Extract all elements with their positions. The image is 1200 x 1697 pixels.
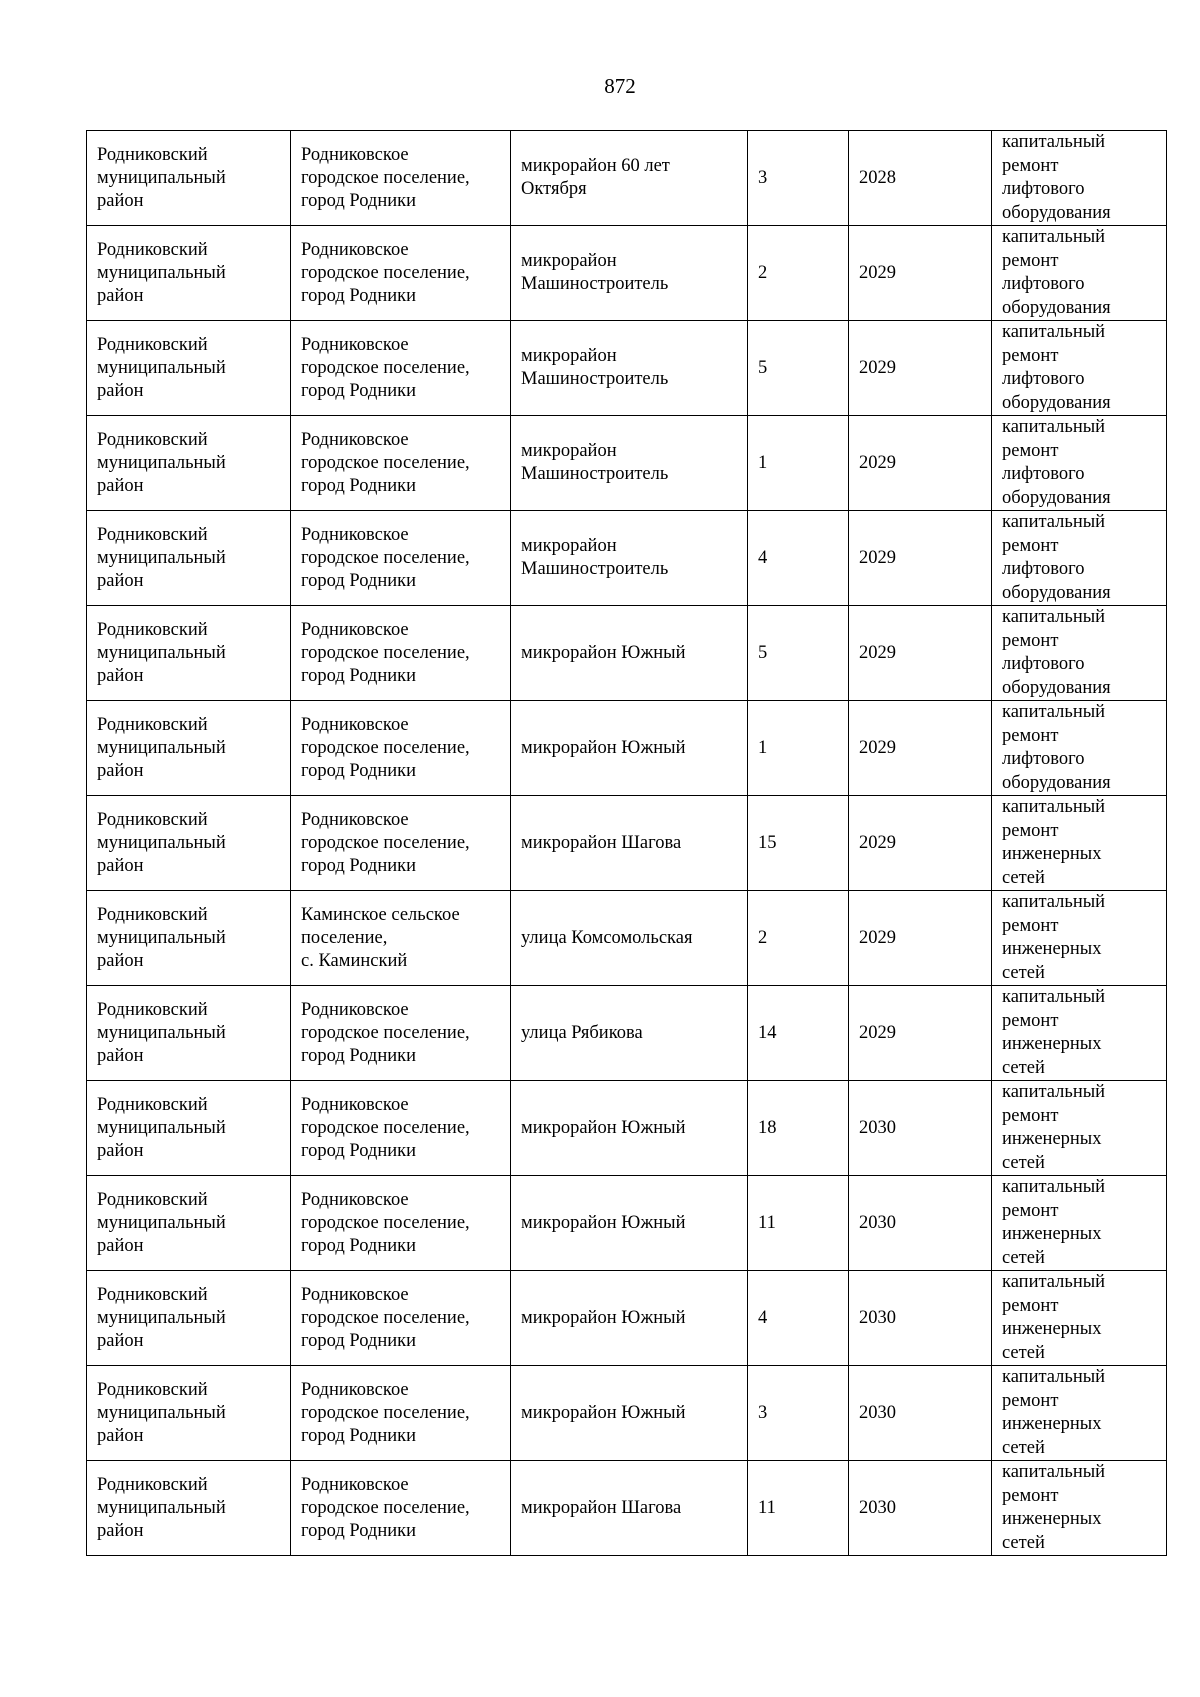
- house-number-cell: 11: [748, 1461, 849, 1556]
- house-number-cell: 3: [748, 1366, 849, 1461]
- house-number-cell: 1: [748, 416, 849, 511]
- year-cell: 2028: [849, 131, 992, 226]
- year-cell: 2029: [849, 891, 992, 986]
- district-cell: Родниковский муниципальный район: [87, 986, 291, 1081]
- district-cell: Родниковский муниципальный район: [87, 511, 291, 606]
- district-cell: Родниковский муниципальный район: [87, 131, 291, 226]
- settlement-cell: Родниковское городское поселение, город Родники: [291, 226, 511, 321]
- work-type-cell: капитальный ремонт инженерных сетей: [992, 1461, 1167, 1556]
- district-cell: Родниковский муниципальный район: [87, 321, 291, 416]
- table-row: [87, 1271, 1167, 1366]
- settlement-cell: Родниковское городское поселение, город Родники: [291, 986, 511, 1081]
- house-number-cell: 5: [748, 606, 849, 701]
- table-row: [87, 1176, 1167, 1271]
- table-row: [87, 226, 1167, 321]
- year-cell: 2030: [849, 1461, 992, 1556]
- year-cell: 2029: [849, 701, 992, 796]
- settlement-cell: Родниковское городское поселение, город Родники: [291, 796, 511, 891]
- year-cell: 2029: [849, 416, 992, 511]
- house-number-cell: 18: [748, 1081, 849, 1176]
- street-cell: улица Комсомольская: [511, 891, 748, 986]
- street-cell: микрорайон Южный: [511, 701, 748, 796]
- work-type-cell: капитальный ремонт инженерных сетей: [992, 986, 1167, 1081]
- settlement-cell: Каминское сельское поселение, с. Каминский: [291, 891, 511, 986]
- settlement-cell: Родниковское городское поселение, город Родники: [291, 1176, 511, 1271]
- district-cell: Родниковский муниципальный район: [87, 701, 291, 796]
- house-number-cell: 2: [748, 891, 849, 986]
- district-cell: Родниковский муниципальный район: [87, 416, 291, 511]
- work-type-cell: капитальный ремонт лифтового оборудования: [992, 511, 1167, 606]
- table-body: [87, 131, 1167, 1556]
- district-cell: Родниковский муниципальный район: [87, 1366, 291, 1461]
- house-number-cell: 1: [748, 701, 849, 796]
- street-cell: микрорайон 60 лет Октября: [511, 131, 748, 226]
- table-row: [87, 1366, 1167, 1461]
- table-row: [87, 891, 1167, 986]
- work-type-cell: капитальный ремонт лифтового оборудования: [992, 701, 1167, 796]
- table-row: [87, 986, 1167, 1081]
- street-cell: микрорайон Машиностроитель: [511, 226, 748, 321]
- settlement-cell: Родниковское городское поселение, город Родники: [291, 1271, 511, 1366]
- work-type-cell: капитальный ремонт инженерных сетей: [992, 1366, 1167, 1461]
- table-row: [87, 701, 1167, 796]
- settlement-cell: Родниковское городское поселение, город Родники: [291, 1081, 511, 1176]
- settlement-cell: Родниковское городское поселение, город Родники: [291, 1461, 511, 1556]
- table-row: [87, 606, 1167, 701]
- settlement-cell: Родниковское городское поселение, город Родники: [291, 606, 511, 701]
- settlement-cell: Родниковское городское поселение, город Родники: [291, 511, 511, 606]
- settlement-cell: Родниковское городское поселение, город Родники: [291, 701, 511, 796]
- repair-schedule-table: [86, 130, 1167, 1556]
- settlement-cell: Родниковское городское поселение, город Родники: [291, 321, 511, 416]
- year-cell: 2029: [849, 796, 992, 891]
- street-cell: микрорайон Машиностроитель: [511, 416, 748, 511]
- district-cell: Родниковский муниципальный район: [87, 1176, 291, 1271]
- street-cell: микрорайон Машиностроитель: [511, 511, 748, 606]
- street-cell: микрорайон Южный: [511, 1366, 748, 1461]
- district-cell: Родниковский муниципальный район: [87, 796, 291, 891]
- work-type-cell: капитальный ремонт инженерных сетей: [992, 796, 1167, 891]
- work-type-cell: капитальный ремонт инженерных сетей: [992, 1176, 1167, 1271]
- table-row: [87, 321, 1167, 416]
- year-cell: 2030: [849, 1366, 992, 1461]
- table-row: [87, 511, 1167, 606]
- work-type-cell: капитальный ремонт лифтового оборудования: [992, 321, 1167, 416]
- district-cell: Родниковский муниципальный район: [87, 891, 291, 986]
- district-cell: Родниковский муниципальный район: [87, 1461, 291, 1556]
- year-cell: 2029: [849, 226, 992, 321]
- table-row: [87, 416, 1167, 511]
- district-cell: Родниковский муниципальный район: [87, 226, 291, 321]
- settlement-cell: Родниковское городское поселение, город Родники: [291, 1366, 511, 1461]
- year-cell: 2030: [849, 1271, 992, 1366]
- settlement-cell: Родниковское городское поселение, город Родники: [291, 131, 511, 226]
- street-cell: микрорайон Южный: [511, 1271, 748, 1366]
- table-row: [87, 796, 1167, 891]
- year-cell: 2029: [849, 321, 992, 416]
- year-cell: 2029: [849, 986, 992, 1081]
- street-cell: микрорайон Южный: [511, 606, 748, 701]
- work-type-cell: капитальный ремонт лифтового оборудования: [992, 606, 1167, 701]
- year-cell: 2029: [849, 511, 992, 606]
- year-cell: 2030: [849, 1081, 992, 1176]
- work-type-cell: капитальный ремонт инженерных сетей: [992, 891, 1167, 986]
- street-cell: микрорайон Шагова: [511, 1461, 748, 1556]
- street-cell: микрорайон Машиностроитель: [511, 321, 748, 416]
- table-row: [87, 1081, 1167, 1176]
- house-number-cell: 2: [748, 226, 849, 321]
- settlement-cell: Родниковское городское поселение, город Родники: [291, 416, 511, 511]
- street-cell: микрорайон Южный: [511, 1081, 748, 1176]
- house-number-cell: 4: [748, 1271, 849, 1366]
- table-row: [87, 1461, 1167, 1556]
- year-cell: 2030: [849, 1176, 992, 1271]
- street-cell: улица Рябикова: [511, 986, 748, 1081]
- page-number: 872: [604, 74, 636, 98]
- work-type-cell: капитальный ремонт инженерных сетей: [992, 1271, 1167, 1366]
- district-cell: Родниковский муниципальный район: [87, 606, 291, 701]
- work-type-cell: капитальный ремонт лифтового оборудования: [992, 226, 1167, 321]
- work-type-cell: капитальный ремонт инженерных сетей: [992, 1081, 1167, 1176]
- house-number-cell: 15: [748, 796, 849, 891]
- house-number-cell: 3: [748, 131, 849, 226]
- district-cell: Родниковский муниципальный район: [87, 1271, 291, 1366]
- house-number-cell: 11: [748, 1176, 849, 1271]
- year-cell: 2029: [849, 606, 992, 701]
- house-number-cell: 14: [748, 986, 849, 1081]
- table-row: [87, 131, 1167, 226]
- work-type-cell: капитальный ремонт лифтового оборудования: [992, 131, 1167, 226]
- house-number-cell: 5: [748, 321, 849, 416]
- street-cell: микрорайон Южный: [511, 1176, 748, 1271]
- house-number-cell: 4: [748, 511, 849, 606]
- street-cell: микрорайон Шагова: [511, 796, 748, 891]
- district-cell: Родниковский муниципальный район: [87, 1081, 291, 1176]
- work-type-cell: капитальный ремонт лифтового оборудования: [992, 416, 1167, 511]
